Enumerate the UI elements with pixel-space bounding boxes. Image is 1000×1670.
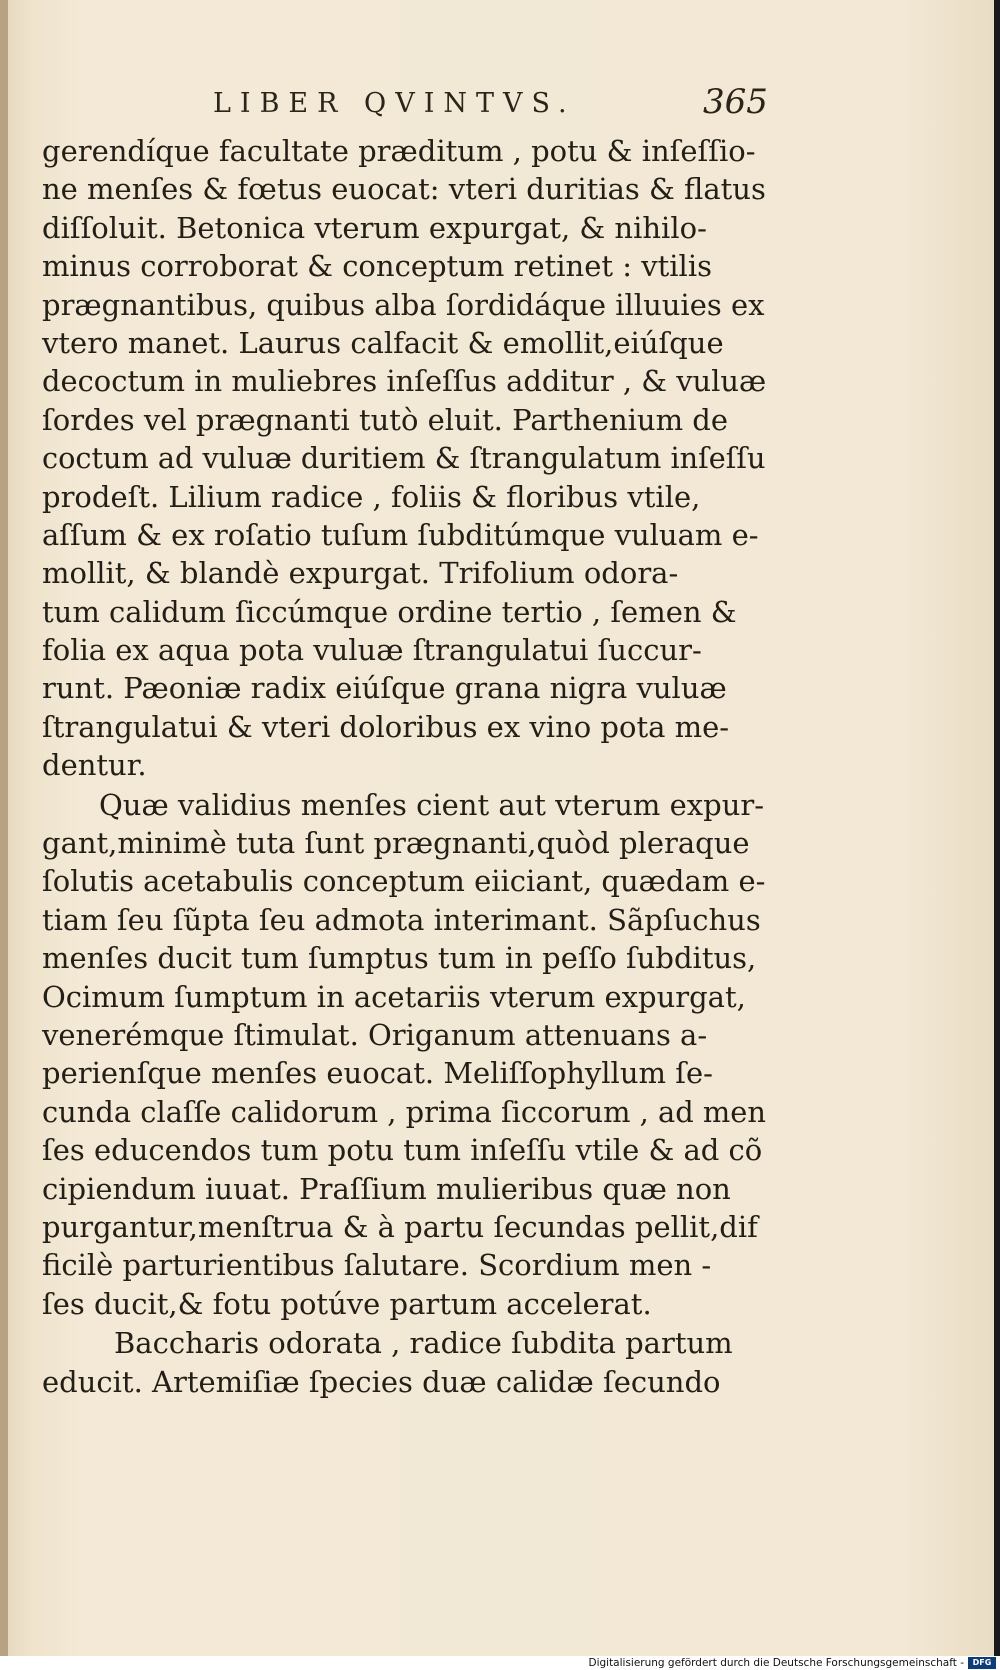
digitization-footer: [0, 1656, 1000, 1670]
text-line: mollit, & blandè expurgat. Trifolium odora-: [42, 556, 679, 591]
text-line: ne menſes & fœtus euocat: vteri duritias & flatus: [42, 172, 766, 207]
text-line: minus corroborat & conceptum retinet : vtilis: [42, 249, 712, 284]
text-line: perienſque menſes euocat. Meliſſophyllum ſe-: [42, 1056, 713, 1091]
page-right-edge: [994, 0, 1000, 1656]
paragraph-first-line: Baccharis odorata , radice ſubdita partum: [114, 1326, 733, 1361]
text-line: coctum ad vuluæ duritiem & ſtrangulatum inſeſſu: [42, 441, 766, 476]
text-line: ſes educendos tum potu tum inſeſſu vtile & ad cõ: [42, 1133, 763, 1168]
dfg-logo: DFG: [968, 1657, 996, 1669]
text-line: educit. Artemiſiæ ſpecies duæ calidæ ſecundo: [42, 1364, 721, 1399]
text-line: prodeſt. Lilium radice , foliis & floribus vtile,: [42, 479, 701, 514]
text-line: ſordes vel prægnanti tutò eluit. Parthenium de: [42, 402, 729, 437]
text-line: tum calidum ſiccúmque ordine tertio , ſemen &: [42, 594, 737, 629]
text-line: gant,minimè tuta ſunt prægnanti,quòd pleraque: [42, 826, 750, 861]
text-line: ſolutis acetabulis conceptum eiiciant, quædam e-: [42, 864, 766, 899]
running-head: LIBER QVINTVS.: [213, 88, 576, 119]
text-line: tiam ſeu ſũpta ſeu admota interimant. Sãpſuchus: [42, 902, 761, 937]
text-line: decoctum in muliebres inſeſſus additur , & vuluæ: [42, 364, 767, 399]
text-line: folia ex aqua pota vuluæ ſtrangulatui ſuccur-: [42, 633, 702, 668]
page-gutter-edge: [0, 0, 8, 1656]
text-line: gerendíque facultate præditum , potu & inſeſſio-: [42, 134, 756, 168]
text-line: cunda claſſe calidorum , prima ſiccorum , ad men: [42, 1094, 766, 1129]
text-line: vtero manet. Laurus calfacit & emollit,eiúſque: [42, 325, 724, 360]
text-line: menſes ducit tum ſumptus tum in peſſo ſubditus,: [42, 941, 757, 976]
text-line: diſſoluit. Betonica vterum expurgat, & nihilo-: [42, 210, 707, 245]
text-line: prægnantibus, quibus alba ſordidáque illuuies ex: [42, 287, 765, 322]
page-number: 365: [703, 82, 768, 122]
funding-credit: Digitalisierung gefördert durch die Deutsche Forschungsgemeinschaft -: [588, 1657, 964, 1669]
body-text: [42, 132, 767, 1401]
text-line: venerémque ſtimulat. Origanum attenuans a-: [42, 1017, 708, 1052]
text-line: ſes ducit,& fotu potúve partum accelerat.: [42, 1286, 652, 1321]
text-line: ſtrangulatui & vteri doloribus ex vino pota me-: [42, 709, 730, 744]
text-line: ficilè parturientibus ſalutare. Scordium men -: [42, 1248, 712, 1283]
text-line: aſſum & ex roſatio tuſum ſubditúmque vuluam e-: [42, 517, 759, 552]
text-line: cipiendum iuuat. Praſſium mulieribus quæ non: [42, 1171, 731, 1206]
paragraph-first-line: Quæ validius menſes cient aut vterum expur-: [99, 787, 765, 822]
text-line: Ocimum ſumptum in acetariis vterum expurgat,: [42, 979, 746, 1014]
text-line: runt. Pæoniæ radix eiúſque grana nigra vuluæ: [42, 671, 727, 706]
page-header: [195, 82, 795, 124]
text-line: dentur.: [42, 748, 147, 783]
text-line: purgantur,menſtrua & à partu ſecundas pellit,dif: [42, 1209, 758, 1244]
